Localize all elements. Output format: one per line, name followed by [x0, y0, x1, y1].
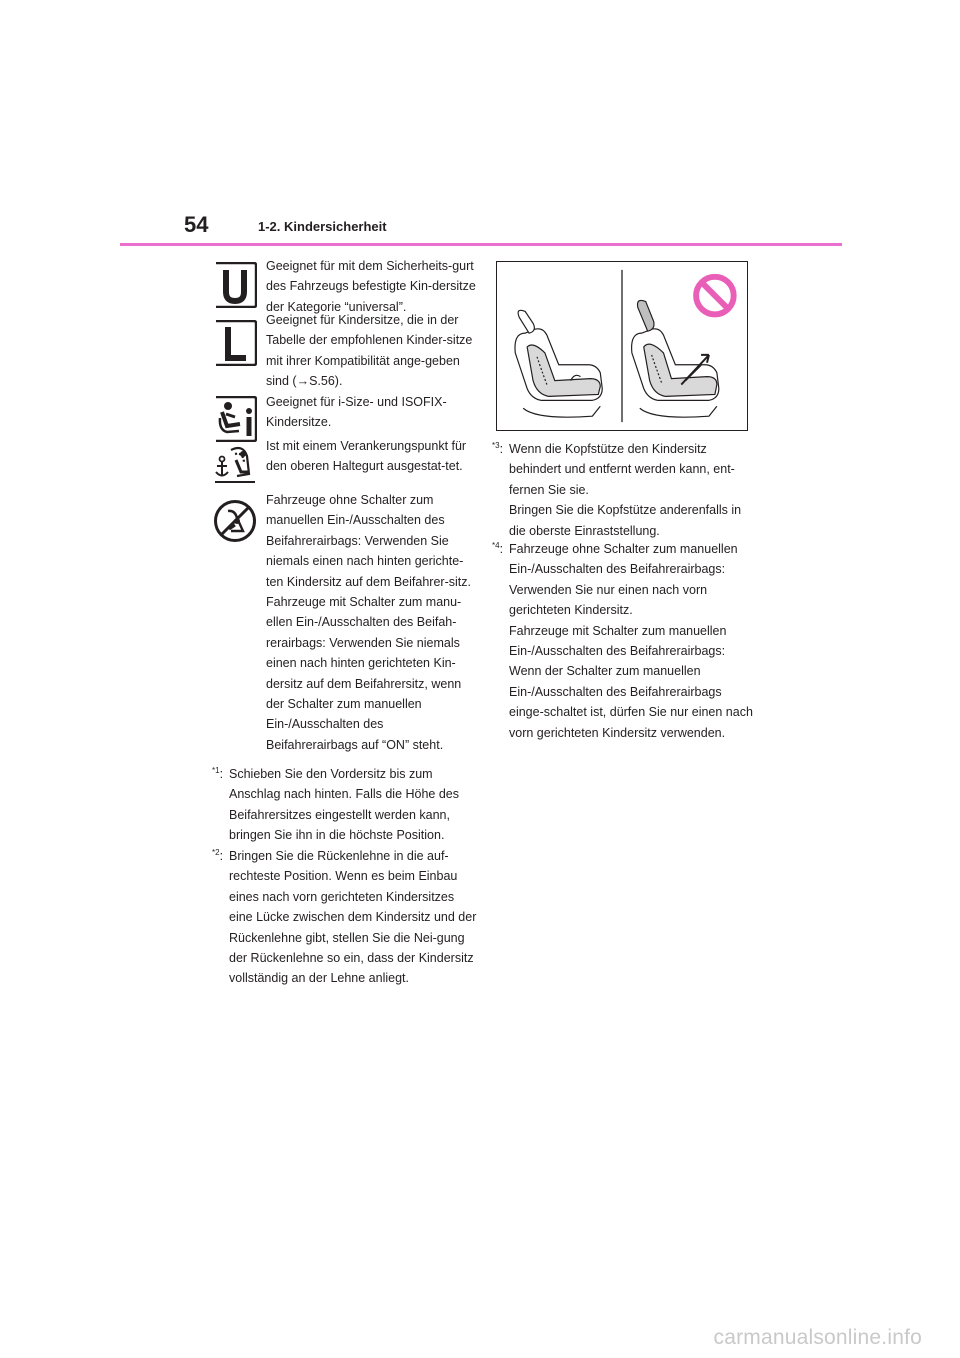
header-rule — [120, 243, 842, 246]
footnote-4 — [492, 539, 754, 743]
footnote-text: Bringen Sie die Rückenlehne in die auf-rechteste Position. Wenn es beim Einbau eines nach vorn gerichteten Kindersitzes eine Lücke zwischen dem Kindersitz und der Rückenlehne gibt, stellen Sie die Nei-gung der Rückenlehne so ein, dass der Kindersitz vollständig an der Lehne anliegt. — [229, 849, 477, 986]
legend-item-top-tether — [213, 436, 473, 492]
legend-paragraph: Fahrzeuge mit Schalter zum manu-ellen Ein-/Ausschalten des Beifah-rerairbags: Verwenden Sie niemals einen nach hinten gerichteten Kin-dersitz auf dem Beifahrersitz, wenn der Schalter zum manuellen Ein-/Ausschalten des Beifahrerairbags auf “ON” steht. — [266, 595, 462, 752]
legend-text-limited: Geeignet für Kindersitze, die in der Tabelle der empfohlenen Kinder-sitze mit ihrer Kompatibilität ange-geben sind (→S.56). — [266, 313, 473, 389]
legend-text-no-rear-facing — [266, 490, 476, 755]
universal-u-icon — [213, 262, 257, 308]
footnote-paragraph: Bringen Sie die Kopfstütze anderenfalls in die oberste Einraststellung. — [509, 503, 742, 538]
footnote-paragraph: Fahrzeuge mit Schalter zum manuellen Ein-/Ausschalten des Beifahrerairbags: Wenn der Schalter zum manuellen Ein-/Ausschalten des Beifahrerairbags einge-schaltet ist, dürfen Sie nur einen nach vorn gerichteten Kindersitz verwenden. — [509, 623, 753, 740]
top-tether-anchor-icon — [213, 442, 257, 488]
footnote-mark: $^{*1}$: — [212, 766, 224, 782]
legend-item-limited — [213, 310, 473, 392]
footnote-mark: $^{*2}$: — [212, 848, 224, 864]
footnote-2 — [212, 846, 480, 989]
footnote-3 — [492, 439, 754, 541]
page-number: 54 — [184, 212, 209, 237]
footnote-mark: $^{*3}$: — [492, 441, 504, 457]
footnote-text: Schieben Sie den Vordersitz bis zum Anschlag nach hinten. Falls die Höhe des Beifahrersitzes eingestellt werden kann, bringen Sie ihn in die höchste Position. — [229, 767, 460, 843]
legend-text-isize: Geeignet für i-Size- und ISOFIX-Kindersitze. — [266, 395, 447, 430]
legend-text-top-tether: Ist mit einem Verankerungspunkt für den oberen Haltegurt ausgestat-tet. — [266, 439, 467, 474]
footnote-text — [509, 539, 754, 743]
footnote-text — [509, 439, 754, 541]
footnote-mark: $^{*4}$: — [492, 541, 504, 557]
seat-left — [515, 310, 602, 417]
legend-text-universal: Geeignet für mit dem Sicherheits-gurt des Fahrzeugs befestigte Kin-dersitze der Kategorie “universal”. — [266, 259, 476, 314]
prohibited-sign — [696, 277, 734, 315]
limited-l-icon — [213, 320, 257, 366]
section-title: 1-2. Kindersicherheit — [258, 219, 387, 234]
legend-item-no-rear-facing — [213, 490, 473, 760]
seat-right — [632, 300, 719, 417]
legend-item-universal — [213, 256, 476, 314]
legend-item-isize — [213, 392, 473, 438]
footnote-paragraph: Fahrzeuge ohne Schalter zum manuellen Ein-/Ausschalten des Beifahrerairbags: Verwenden Sie nur einen nach vorn gerichteten Kindersitz. — [509, 542, 738, 618]
seat-drawing — [497, 262, 747, 430]
no-rear-facing-seat-icon — [213, 498, 257, 544]
watermark: carmanualsonline.info — [713, 1326, 922, 1349]
footnote-paragraph: Wenn die Kopfstütze den Kindersitz behindert und entfernt werden kann, ent-fernen Sie sie. — [509, 442, 735, 497]
footnote-1 — [212, 764, 480, 846]
headrest-illustration — [496, 261, 748, 431]
legend-paragraph: Fahrzeuge ohne Schalter zum manuellen Ein-/Ausschalten des Beifahrerairbags: Verwenden Sie niemals einen nach hinten gerichte-ten Kindersitz auf dem Beifahrer-sitz. — [266, 493, 471, 589]
